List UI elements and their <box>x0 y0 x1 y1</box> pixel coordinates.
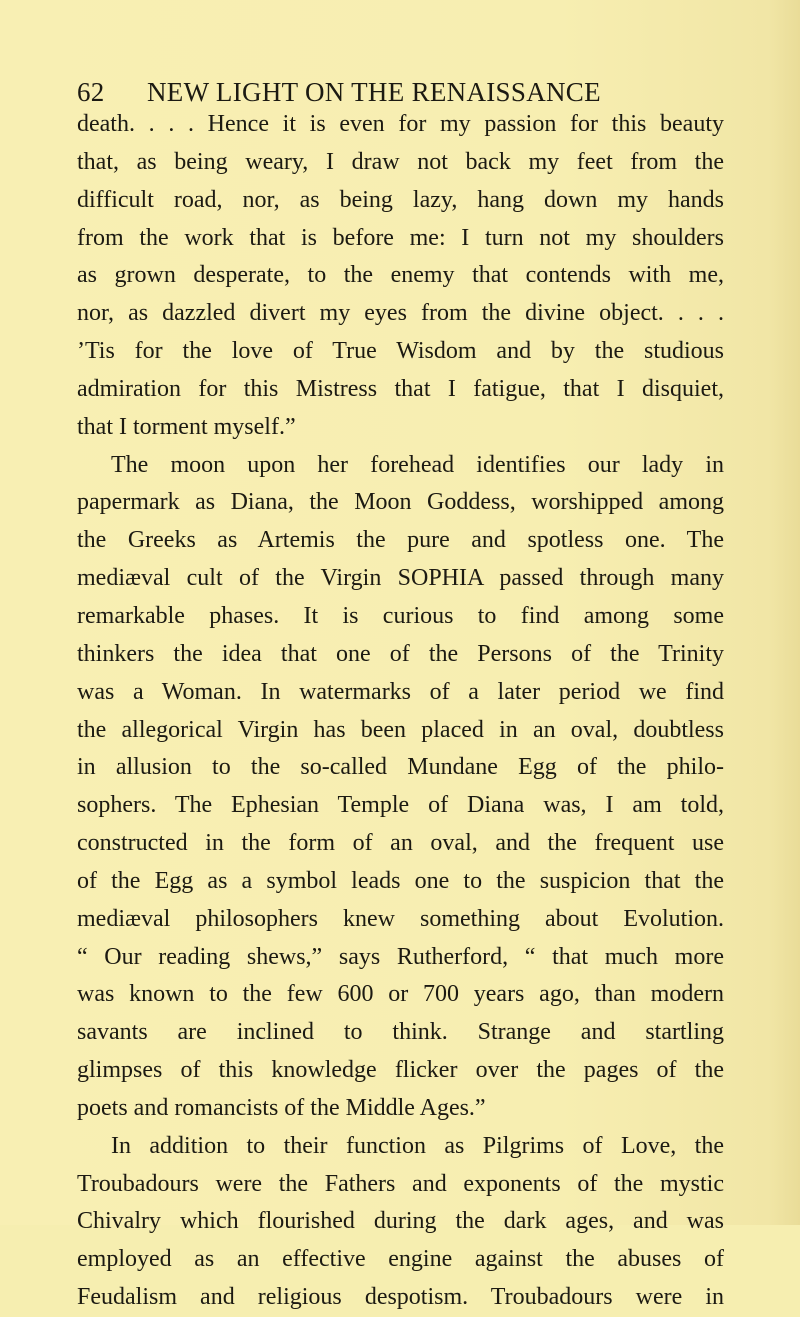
text-line: as grown desperate, to the enemy that contends with me, <box>77 262 724 289</box>
text-line: in allusion to the so-called Mundane Egg of the philo- <box>77 754 724 781</box>
running-title: NEW LIGHT ON THE RENAISSANCE <box>147 77 601 107</box>
text-line: the allegorical Virgin has been placed in an oval, doubtless <box>77 716 724 743</box>
text-line: from the work that is before me: I turn not my shoulders <box>77 224 724 251</box>
page-number: 62 <box>77 77 105 107</box>
text-line: Troubadours were the Fathers and exponents of the mystic <box>77 1170 724 1197</box>
text-line: employed as an effective engine against the abuses of <box>77 1246 724 1273</box>
text-line: “ Our reading shews,” says Rutherford, “ that much more <box>77 943 724 970</box>
text-line: ’Tis for the love of True Wisdom and by the studious <box>77 338 724 365</box>
text-line: the Greeks as Artemis the pure and spotless one. The <box>77 527 724 554</box>
text-line: Feudalism and religious despotism. Troubadours were in <box>77 1284 724 1311</box>
text-line: sophers. The Ephesian Temple of Diana was, I am told, <box>77 792 724 819</box>
text-line: nor, as dazzled divert my eyes from the divine object. . . . <box>77 300 724 327</box>
text-line: mediæval philosophers knew something about Evolution. <box>77 905 724 932</box>
text-line: that, as being weary, I draw not back my feet from the <box>77 148 724 175</box>
text-line: thinkers the idea that one of the Persons of the Trinity <box>77 640 724 667</box>
text-line: was a Woman. In watermarks of a later period we find <box>77 678 724 705</box>
text-line: remarkable phases. It is curious to find among some <box>77 602 724 629</box>
text-line: poets and romancists of the Middle Ages.” <box>77 1094 486 1121</box>
text-line: constructed in the form of an oval, and the frequent use <box>77 830 724 857</box>
text-line: papermark as Diana, the Moon Goddess, worshipped among <box>77 489 724 516</box>
text-line: glimpses of this knowledge flicker over the pages of the <box>77 1057 724 1084</box>
page-header <box>77 74 667 110</box>
body-text <box>77 106 724 1317</box>
text-line: that I torment myself.” <box>77 413 296 440</box>
text-line: was known to the few 600 or 700 years ago, than modern <box>77 981 724 1008</box>
text-line: admiration for this Mistress that I fatigue, that I disquiet, <box>77 375 724 402</box>
text-line: savants are inclined to think. Strange and startling <box>77 1019 724 1046</box>
text-line: Chivalry which flourished during the dark ages, and was <box>77 1208 724 1235</box>
text-line: death. . . . Hence it is even for my passion for this beauty <box>77 111 724 137</box>
text-line: The moon upon her forehead identifies our lady in <box>111 451 724 478</box>
text-line: of the Egg as a symbol leads one to the suspicion that the <box>77 867 724 894</box>
text-line: difficult road, nor, as being lazy, hang down my hands <box>77 186 724 213</box>
text-line: mediæval cult of the Virgin SOPHIA passed through many <box>77 565 724 592</box>
text-line: In addition to their function as Pilgrims of Love, the <box>111 1132 724 1159</box>
